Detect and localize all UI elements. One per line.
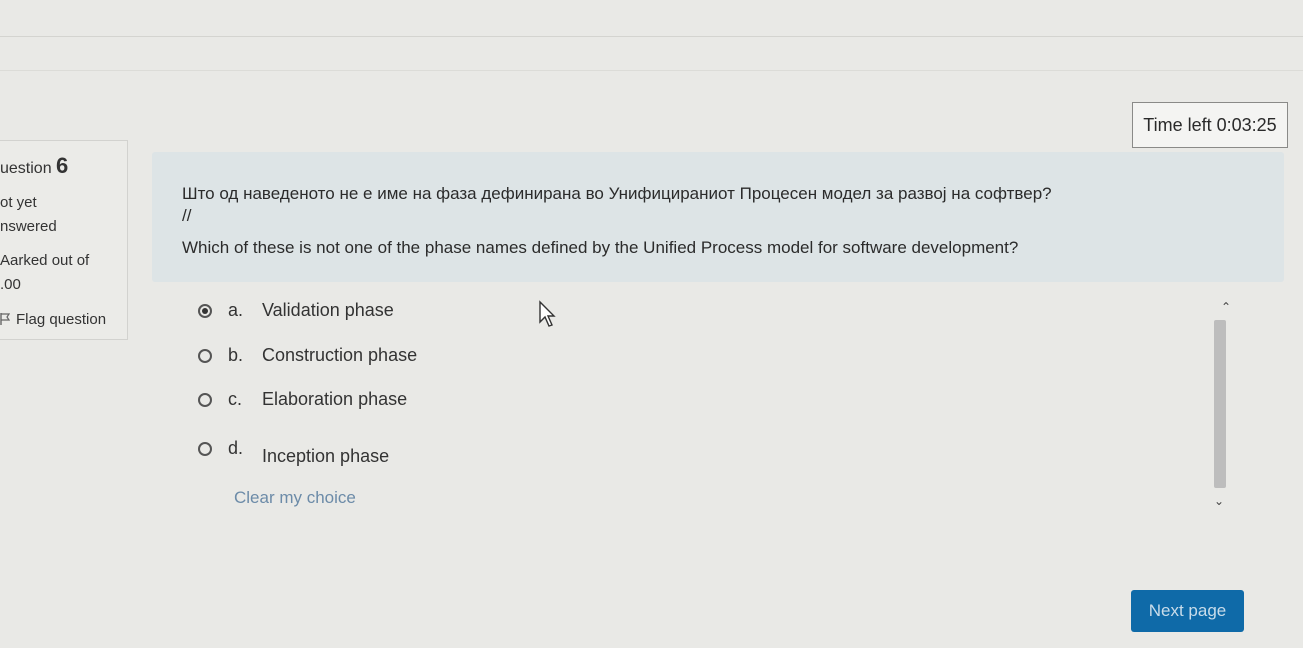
secondary-divider (0, 70, 1303, 71)
answer-option-a[interactable] (198, 300, 394, 321)
question-label: uestion (0, 160, 52, 177)
timer-box (1132, 102, 1288, 148)
answer-letter-a: a. (228, 300, 244, 320)
answer-label-d: Inception phase (262, 446, 390, 466)
state-line-2: nswered (0, 218, 57, 235)
scroll-thumb[interactable] (1214, 320, 1226, 488)
answer-letter-d: d. (228, 438, 244, 458)
answer-scrollbar[interactable] (1212, 300, 1246, 512)
answer-letter-b: b. (228, 345, 244, 365)
next-page-button[interactable]: Next page (1131, 590, 1244, 632)
question-separator: // (182, 206, 192, 225)
question-text-mk: Што од наведеното не е име на фаза дефинирана во Унифицираниот Процесен модел за развој на софтвер? (182, 184, 1052, 203)
question-text-en: Which of these is not one of the phase names defined by the Unified Process model for software development? (182, 238, 1019, 257)
marks-line-1: Aarked out of (0, 252, 90, 269)
chevron-down-icon[interactable]: ⌄ (1214, 494, 1225, 508)
question-panel (152, 152, 1284, 282)
chevron-up-icon[interactable]: ⌃ (1221, 300, 1232, 314)
marks-line-2: .00 (0, 276, 21, 293)
top-divider (0, 36, 1303, 37)
mouse-pointer-icon (538, 300, 556, 328)
answer-label-b: Construction phase (262, 345, 418, 365)
question-number (0, 153, 68, 179)
question-marks (0, 249, 89, 297)
state-line-1: ot yet (0, 194, 37, 211)
radio-c[interactable] (198, 393, 212, 407)
question-number-value: 6 (56, 153, 69, 178)
clear-choice-link[interactable]: Clear my choice (234, 488, 356, 507)
radio-a[interactable] (198, 304, 212, 318)
question-info-panel (0, 140, 128, 340)
answer-option-d[interactable] (198, 438, 390, 466)
flag-question-label: Flag question (16, 311, 107, 328)
answer-option-c[interactable] (198, 389, 407, 410)
answer-letter-c: c. (228, 389, 243, 409)
answer-label-c: Elaboration phase (262, 389, 408, 409)
time-left-text: Time left 0:03:25 (1143, 115, 1277, 135)
radio-b[interactable] (198, 349, 212, 363)
flag-question-link[interactable] (0, 311, 106, 328)
answer-option-b[interactable] (198, 345, 417, 366)
flag-icon (0, 313, 10, 325)
question-state (0, 191, 57, 239)
answer-label-a: Validation phase (262, 300, 394, 320)
radio-d[interactable] (198, 442, 212, 456)
